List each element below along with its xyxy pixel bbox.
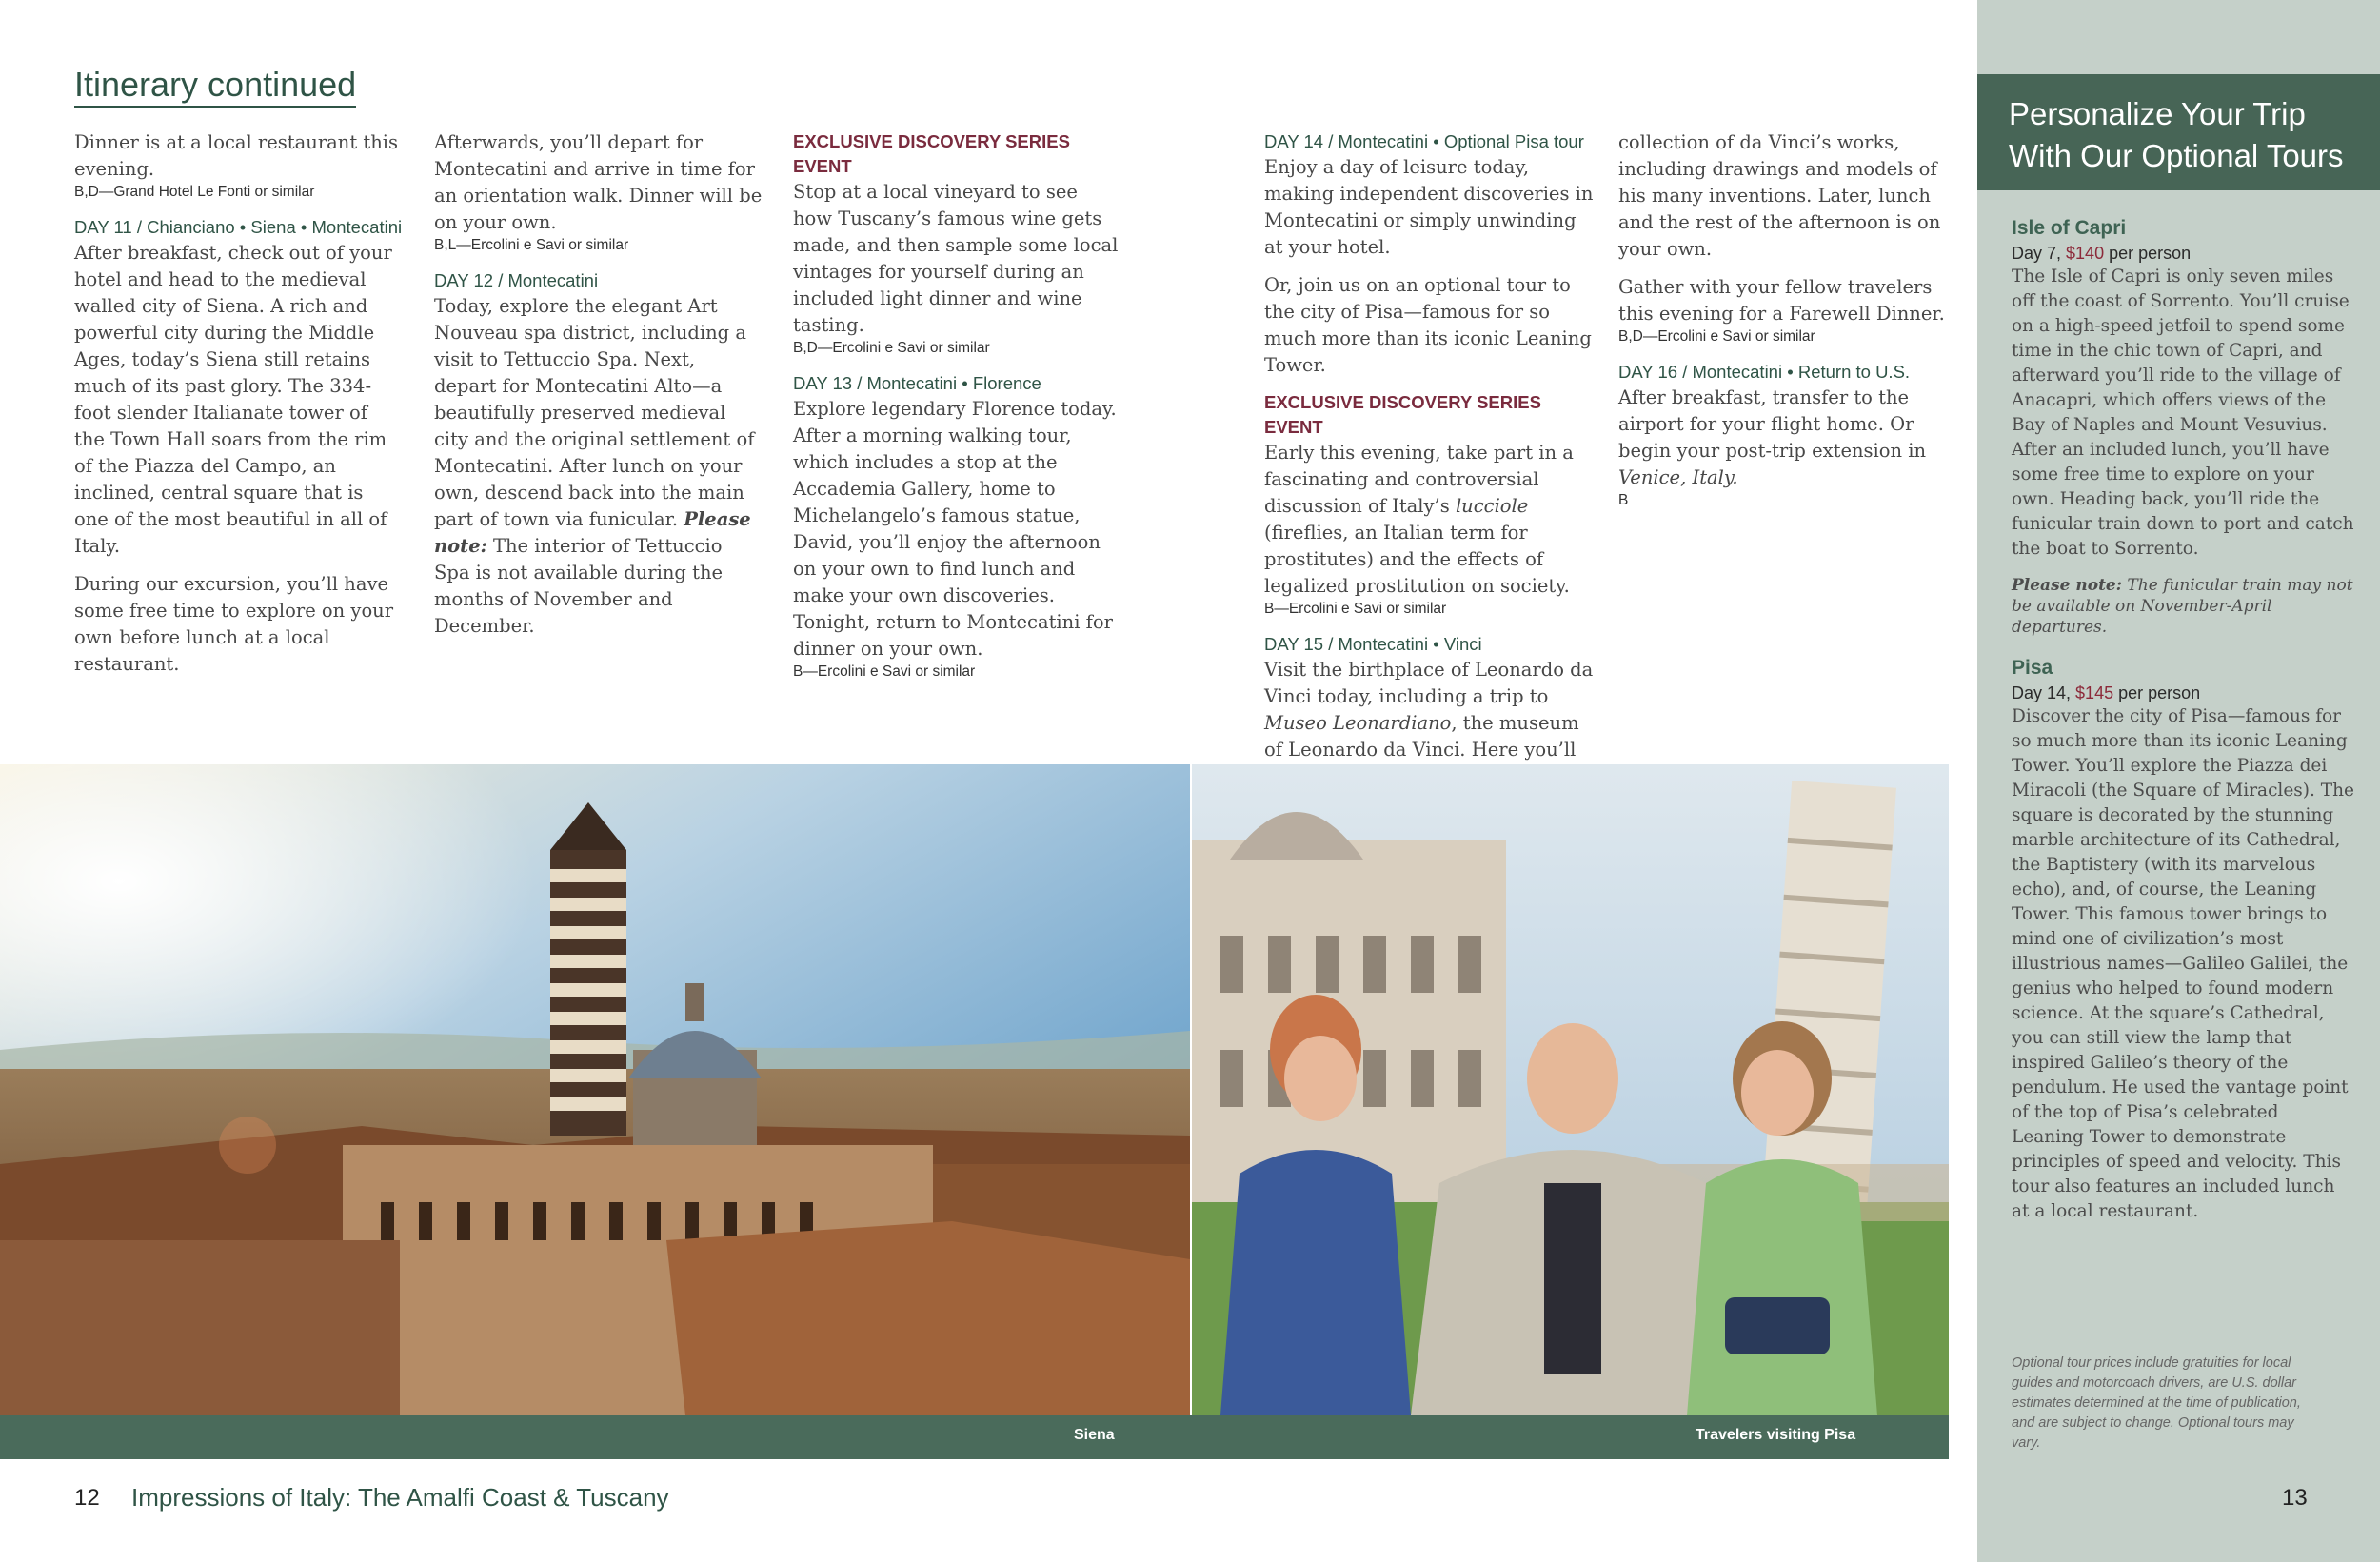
please-note-label: Please note: — [434, 508, 751, 557]
paragraph: Afterwards, you’ll depart for Montecatini and arrive in time for an orientation walk. Dinner will be on your own. — [434, 131, 763, 233]
sidebar-title-line2: With Our Optional Tours — [2009, 138, 2344, 173]
meals-note: B — [1618, 492, 1629, 508]
pisa-caption: Travelers visiting Pisa — [1696, 1427, 1856, 1443]
paragraph: Or, join us on an optional tour to the city of Pisa—famous for so much more than its iconic Leaning Tower. — [1264, 274, 1592, 376]
meals-note: B—Ercolini e Savi or similar — [1264, 601, 1447, 617]
day-heading-14: DAY 14 / Montecatini • Optional Pisa tour — [1264, 131, 1584, 151]
paragraph: During our excursion, you’ll have some free time to explore on your own before lunch at a local restaurant. — [74, 573, 394, 675]
paragraph-text: Today, explore the elegant Art Nouveau spa district, including a visit to Tettuccio Spa. Next, depart for Montecatini Alto—a beautifully preserved medieval city and the original settlement of Montecatini. After lunch on your own, descend back into the main part of town via funicular. — [434, 295, 755, 530]
italic-term: lucciole — [1455, 495, 1529, 517]
itinerary-column-2 — [434, 129, 763, 651]
paragraph-text: The interior of Tettuccio Spa is not available during the months of November and December. — [434, 535, 724, 637]
sidebar-title — [1977, 74, 2380, 190]
siena-caption: Siena — [1074, 1427, 1115, 1443]
please-note-label: Please note: — [2012, 576, 2123, 595]
day-heading-13: DAY 13 / Montecatini • Florence — [793, 373, 1041, 393]
day-heading-12: DAY 12 / Montecatini — [434, 270, 599, 290]
tour-name-capri: Isle of Capri — [2012, 217, 2127, 239]
tour-price-capri — [2012, 242, 2354, 265]
itinerary-column-3 — [793, 129, 1121, 695]
event-heading: EXCLUSIVE DISCOVERY SERIES EVENT — [1264, 392, 1541, 437]
itinerary-column-5 — [1618, 129, 1947, 524]
paragraph-text: After breakfast, transfer to the airport for your flight home. Or begin your post-trip extension in — [1618, 386, 1927, 462]
price-amount: $145 — [2075, 683, 2114, 702]
tour-description-capri: The Isle of Capri is only seven miles off the coast of Sorrento. You’ll cruise on a high-speed jetfoil to spend some time in the chic town of Capri, and afterward you’ll ride to the village of Anacapri, which offers views of the Bay of Naples and Mount Vesuvius. After an included lunch, you’ll have some free time to explore on your own. Heading back, you’ll ride the funicular train down to port and catch the boat to Sorrento. — [2012, 267, 2354, 559]
tour-description-pisa: Discover the city of Pisa—famous for so much more than its iconic Leaning Tower. You’ll explore the Piazza dei Miracoli (the Square of Miracles). The square is decorated by the stunning marble architecture of its Cathedral, the Baptistery (with its marvelous echo), and, of course, the Leaning Tower. This famous tower brings to mind one of civilization’s most illustrious names—Galileo Galilei, the genius who helped to found modern science. At the square’s Cathedral, you can still view the lamp that inspired Galileo’s theory of the pendulum. He used the vantage point of the top of Pisa’s celebrated Leaning Tower to demonstrate principles of speed and velocity. This tour also features an included lunch at a local restaurant. — [2012, 706, 2354, 1221]
note-text: The funicular train may not be available on November-April departures. — [2012, 576, 2353, 637]
paragraph: After breakfast, check out of your hotel and head to the medieval walled city of Siena. A rich and powerful city during the Middle Ages, today’s Siena still retains much of its past glory. The 334-foot slender Italianate tower of the Town Hall soars from the rim of the Piazza del Campo, an inclined, central square that is one of the most beautiful in all of Italy. — [74, 242, 392, 557]
siena-tower — [550, 802, 626, 1136]
sidebar-body — [2012, 215, 2354, 1224]
itinerary-column-1 — [74, 129, 403, 689]
tour-price-pisa — [2012, 682, 2354, 704]
paragraph-text: Early this evening, take part in a fascinating and controversial discussion of Italy’s — [1264, 442, 1574, 517]
fine-print: Optional tour prices include gratuities for local guides and motorcoach drivers, are U.S. dollar estimates determined at the time of publication, and are subject to change. Optional tours may vary. — [2012, 1355, 2301, 1451]
price-unit: per person — [2104, 244, 2192, 263]
meals-note: B,D—Ercolini e Savi or similar — [1618, 328, 1815, 345]
tour-note-capri — [2012, 575, 2354, 638]
tour-name-pisa: Pisa — [2012, 657, 2053, 679]
day-heading-16: DAY 16 / Montecatini • Return to U.S. — [1618, 362, 1911, 382]
travelers-group — [1220, 995, 1877, 1415]
italic-term: Museo Leonardiano — [1264, 712, 1452, 734]
brochure-title: Impressions of Italy: The Amalfi Coast & Tuscany — [131, 1483, 669, 1512]
optional-tours-sidebar — [1977, 0, 2380, 1562]
left-page-number: 12 — [74, 1485, 100, 1511]
paragraph: Dinner is at a local restaurant this evening. — [74, 131, 399, 180]
paragraph: Stop at a local vineyard to see how Tuscany’s famous wine gets made, and then sample some local vintages for yourself during an included light dinner and wine tasting. — [793, 181, 1119, 336]
italic-term: Venice, Italy. — [1618, 466, 1738, 488]
page-heading: Itinerary continued — [74, 65, 356, 108]
paragraph: Explore legendary Florence today. After a morning walking tour, which includes a stop at the Accademia Gallery, home to Michelangelo’s famous statue, David, you’ll enjoy the afternoon on your own to find lunch and make your own discoveries. Tonight, return to Montecatini for dinner on your own. — [793, 398, 1117, 660]
paragraph-text: , the museum of Leonardo da Vinci. Here you’ll — [1264, 712, 1579, 761]
paragraph: Gather with your fellow travelers this evening for a Farewell Dinner. — [1618, 276, 1945, 325]
sidebar-title-line1: Personalize Your Trip — [2009, 96, 2306, 131]
right-page-number: 13 — [2282, 1485, 2308, 1511]
meals-note: B,D—Grand Hotel Le Fonti or similar — [74, 184, 315, 200]
pisa-photo — [1192, 764, 1949, 1415]
pisa-illustration — [1192, 764, 1949, 1415]
event-heading: EXCLUSIVE DISCOVERY SERIES EVENT — [793, 131, 1070, 176]
price-amount: $140 — [2066, 244, 2105, 263]
siena-illustration — [0, 764, 1190, 1415]
photo-caption-bar — [0, 1415, 1949, 1459]
meals-note: B—Ercolini e Savi or similar — [793, 663, 976, 680]
tour-day: Day 14, — [2012, 683, 2076, 702]
day-heading-15: DAY 15 / Montecatini • Vinci — [1264, 634, 1482, 654]
price-unit: per person — [2113, 683, 2201, 702]
day-heading-11: DAY 11 / Chianciano • Siena • Montecatini — [74, 217, 403, 237]
paragraph-text: Visit the birthplace of Leonardo da Vinci today, including a trip to — [1264, 659, 1594, 707]
siena-photo — [0, 764, 1190, 1415]
paragraph — [1264, 440, 1597, 600]
meals-note: B,D—Ercolini e Savi or similar — [793, 340, 990, 356]
paragraph: collection of da Vinci’s works, including drawings and models of his many inventions. Later, lunch and the rest of the afternoon is on your own. — [1618, 131, 1941, 260]
paragraph — [1618, 385, 1947, 491]
paragraph: Enjoy a day of leisure today, making independent discoveries in Montecatini or simply unwinding at your hotel. — [1264, 156, 1594, 258]
paragraph-text: (fireflies, an Italian term for prostitutes) and the effects of legalized prostitution on society. — [1264, 522, 1570, 597]
tour-day: Day 7, — [2012, 244, 2067, 263]
meals-note: B,L—Ercolini e Savi or similar — [434, 237, 629, 253]
paragraph — [434, 293, 763, 640]
itinerary-column-4 — [1264, 129, 1597, 801]
